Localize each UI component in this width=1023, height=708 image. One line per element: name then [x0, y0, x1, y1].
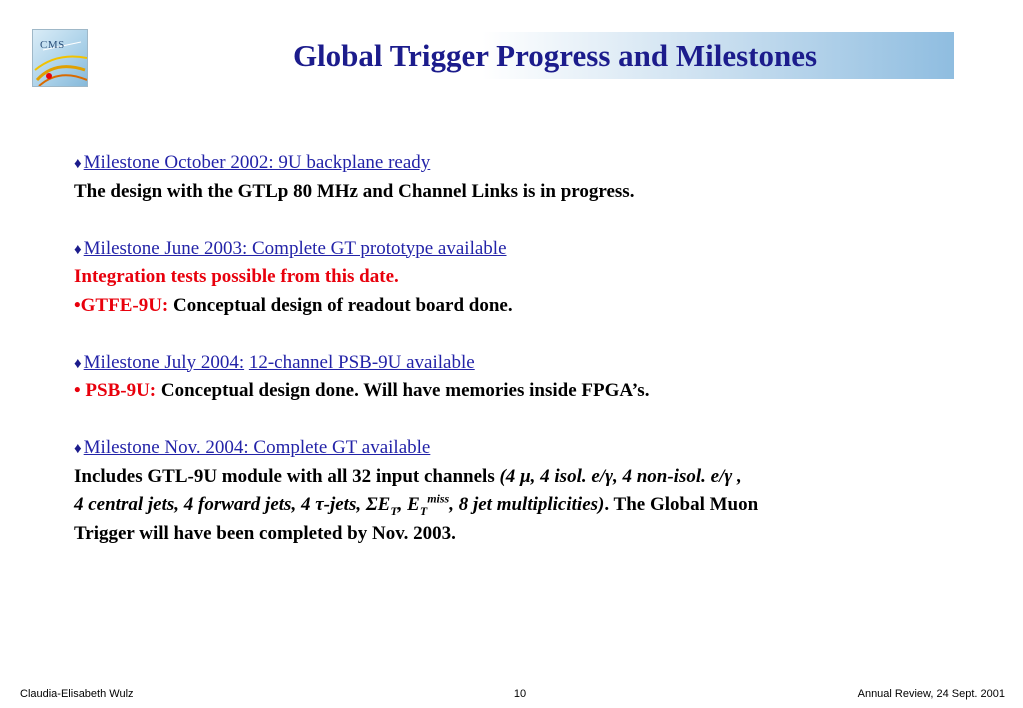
milestone-4-heading[interactable]: Milestone Nov. 2004: Complete GT available — [83, 437, 431, 458]
subscript: T — [419, 503, 428, 518]
text-run: 4 central jets, 4 forward jets, 4 — [74, 494, 316, 515]
title-bar — [96, 32, 954, 79]
milestone-4-line-3: Trigger will have been completed by Nov. 2003. — [74, 522, 456, 544]
milestone-3-heading-a[interactable]: Milestone July 2004: — [83, 351, 245, 373]
milestone-2-bullet-label: GTFE-9U: — [80, 294, 169, 316]
bullet-dot-icon: • — [74, 294, 81, 316]
milestone-2-red-line: Integration tests possible from this date. — [74, 266, 399, 287]
text-run: E — [377, 494, 391, 515]
milestone-2-bullet — [74, 292, 974, 321]
superscript: miss — [427, 491, 450, 506]
text-run: , 4 non-isol. e/ — [612, 465, 725, 487]
text-run: (4 — [499, 465, 521, 487]
spacer — [74, 320, 974, 349]
diamond-bullet-icon: ♦ — [74, 156, 82, 172]
text-run: , 4 isol. e/ — [530, 465, 606, 487]
bullet-dot-icon: • — [74, 380, 81, 401]
diamond-bullet-icon: ♦ — [74, 355, 82, 372]
milestone-2-heading[interactable]: Milestone June 2003: Complete GT prototype available — [83, 237, 507, 259]
milestone-3-bullet-text: Conceptual design done. Will have memories inside FPGA’s. — [160, 380, 650, 401]
milestone-4-line-2 — [74, 491, 974, 520]
gamma-symbol: γ — [724, 465, 733, 487]
text-run: , 8 jet multiplicities) — [449, 494, 605, 515]
tau-symbol: τ — [315, 494, 324, 515]
milestone-1-body: The design with the GTLp 80 MHz and Channel Links is in progress. — [74, 180, 635, 202]
spacer — [74, 406, 974, 435]
diamond-bullet-icon: ♦ — [74, 441, 82, 457]
milestone-3-heading-b[interactable]: 12-channel PSB-9U available — [248, 351, 475, 373]
milestone-3-heading-line — [74, 349, 974, 378]
footer-page-number: 10 — [513, 688, 527, 700]
milestone-3-bullet — [74, 377, 974, 406]
milestone-3-bullet-label: PSB-9U: — [85, 380, 157, 401]
gamma-symbol: γ — [605, 465, 613, 487]
milestone-2-heading-line — [74, 235, 974, 264]
text-run: . The Global Muon — [604, 494, 759, 515]
slide-title: Global Trigger Progress and Milestones — [292, 38, 818, 73]
sigma-symbol: Σ — [365, 494, 378, 515]
cms-logo — [32, 29, 88, 87]
milestone-1-heading-line — [74, 149, 974, 178]
text-run: , — [732, 465, 742, 487]
footer-event: Annual Review, 24 Sept. 2001 — [857, 688, 1005, 700]
logo-text: CMS — [40, 39, 65, 51]
milestone-1-heading[interactable]: Milestone October 2002: 9U backplane ready — [83, 152, 431, 173]
mu-symbol: μ — [520, 465, 531, 487]
text-run: , E — [397, 494, 420, 515]
spacer — [74, 206, 974, 235]
slide-content — [74, 149, 974, 548]
milestone-4-heading-line — [74, 434, 974, 463]
milestone-4-line-1 — [74, 463, 974, 492]
subscript: T — [390, 503, 398, 518]
text-run: -jets, — [323, 494, 366, 515]
milestone-2-bullet-text: Conceptual design of readout board done. — [173, 294, 513, 316]
footer-author: Claudia-Elisabeth Wulz — [20, 688, 134, 700]
text-run: Includes GTL-9U module with all 32 input channels — [74, 465, 500, 487]
diamond-bullet-icon: ♦ — [74, 241, 82, 258]
